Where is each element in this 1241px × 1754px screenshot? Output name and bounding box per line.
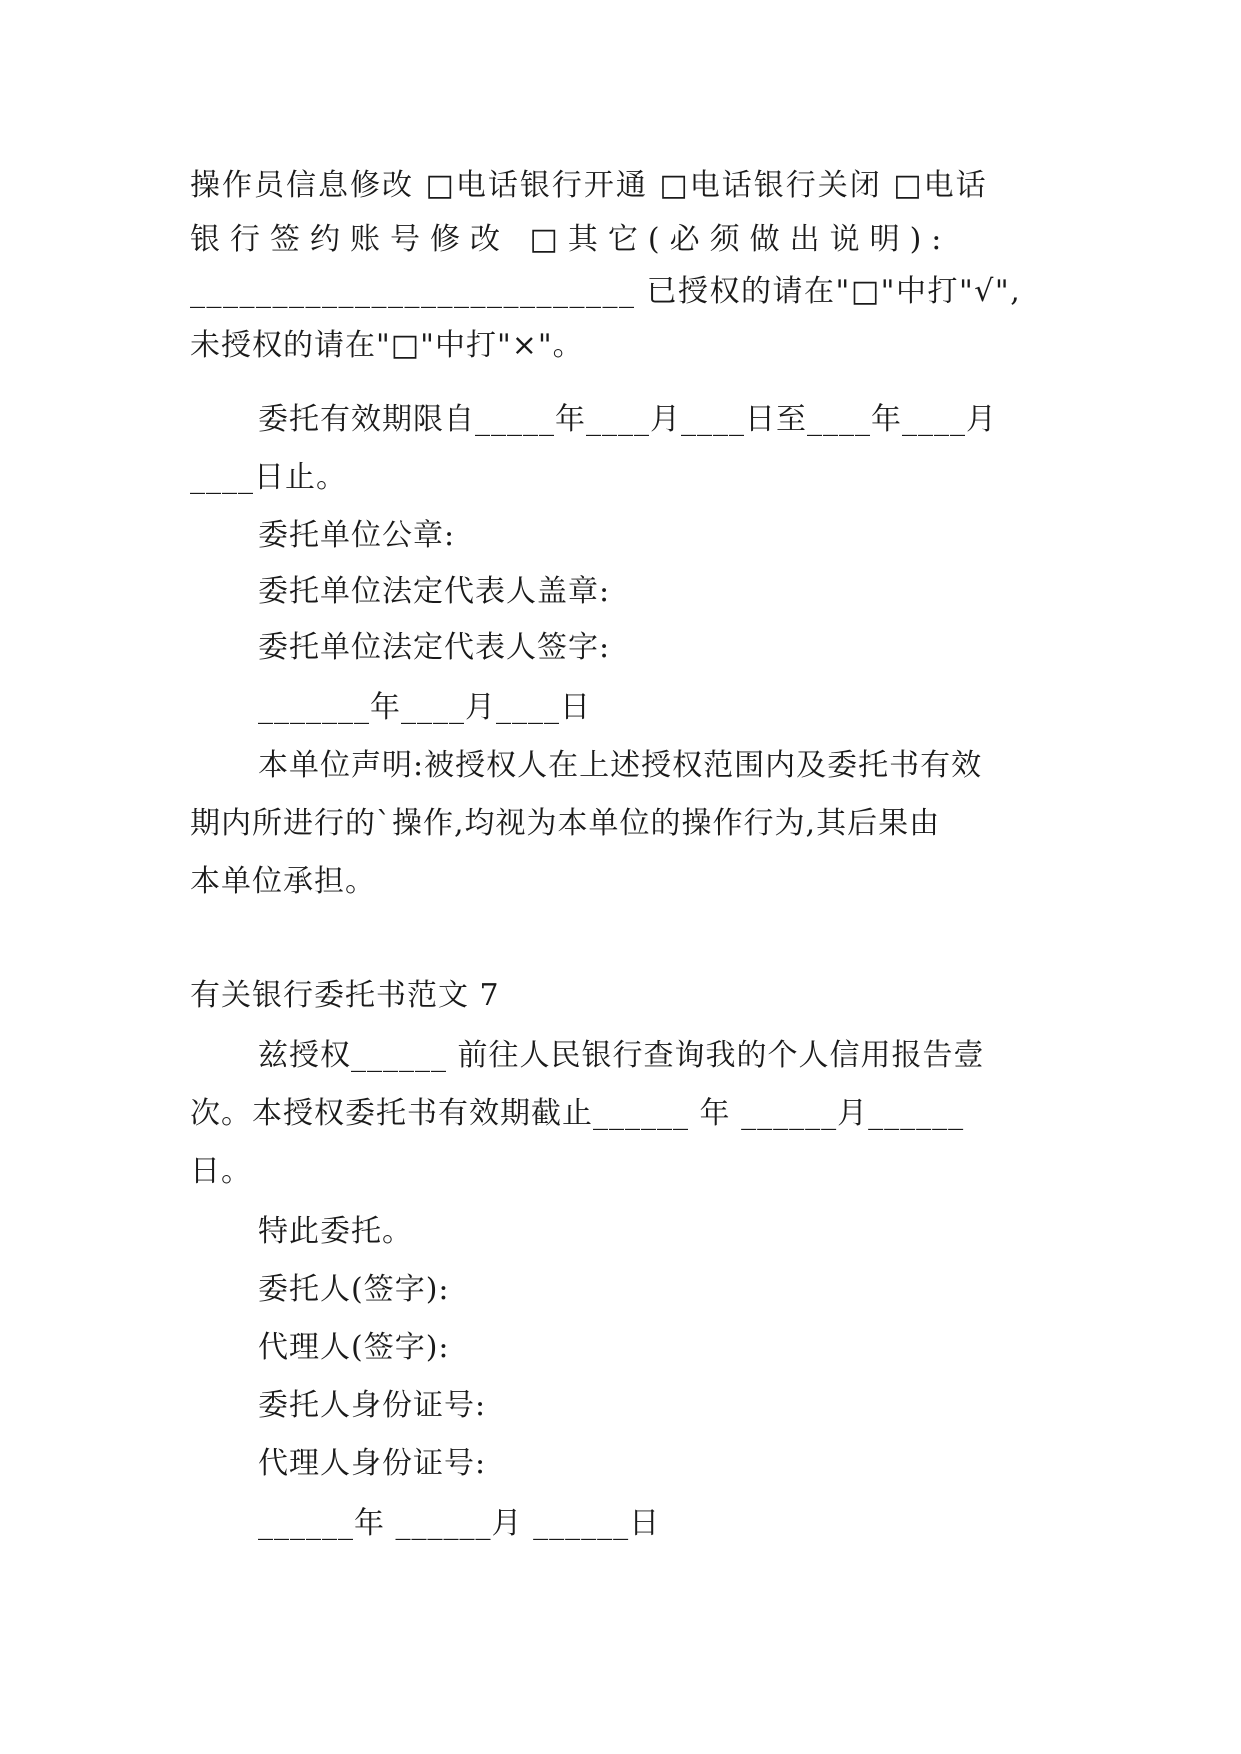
text-line: ___________________________ 已授权的请在"□"中打"√", [190,274,1022,309]
text-line: 本单位承担。 [190,864,376,899]
text-line: 次。本授权委托书有效期截止______ 年 ______月______ [190,1096,965,1131]
text-line: 特此委托。 [258,1214,413,1249]
text-line: _______年____月____日 [258,690,591,725]
text-line: 操作员信息修改 □电话银行开通 □电话银行关闭 □电话 [190,168,988,203]
text-line: 日。 [190,1154,252,1189]
text-line: 委托人身份证号: [258,1388,487,1423]
text-line: 本单位声明:被授权人在上述授权范围内及委托书有效 [258,748,983,783]
text-line: 委托有效期限自_____年____月____日至____年____月 [258,402,997,437]
text-line: 代理人(签字): [258,1330,450,1365]
text-line: 代理人身份证号: [258,1446,487,1481]
text-line: 委托单位法定代表人盖章: [258,574,611,609]
text-line: 委托单位法定代表人签字: [258,630,611,665]
text-line: 委托人(签字): [258,1272,450,1307]
text-line: 兹授权______ 前往人民银行查询我的个人信用报告壹 [258,1038,985,1073]
section-heading: 有关银行委托书范文 7 [190,978,500,1013]
text-line: 期内所进行的`操作,均视为本单位的操作行为,其后果由 [190,806,941,841]
text-line: 银行签约账号修改 □其它(必须做出说明): [190,222,952,257]
text-line: 委托单位公章: [258,518,456,553]
text-line: ______年 ______月 ______日 [258,1506,661,1541]
text-line: 未授权的请在"□"中打"×"。 [190,328,584,363]
text-line: ____日止。 [190,460,347,495]
